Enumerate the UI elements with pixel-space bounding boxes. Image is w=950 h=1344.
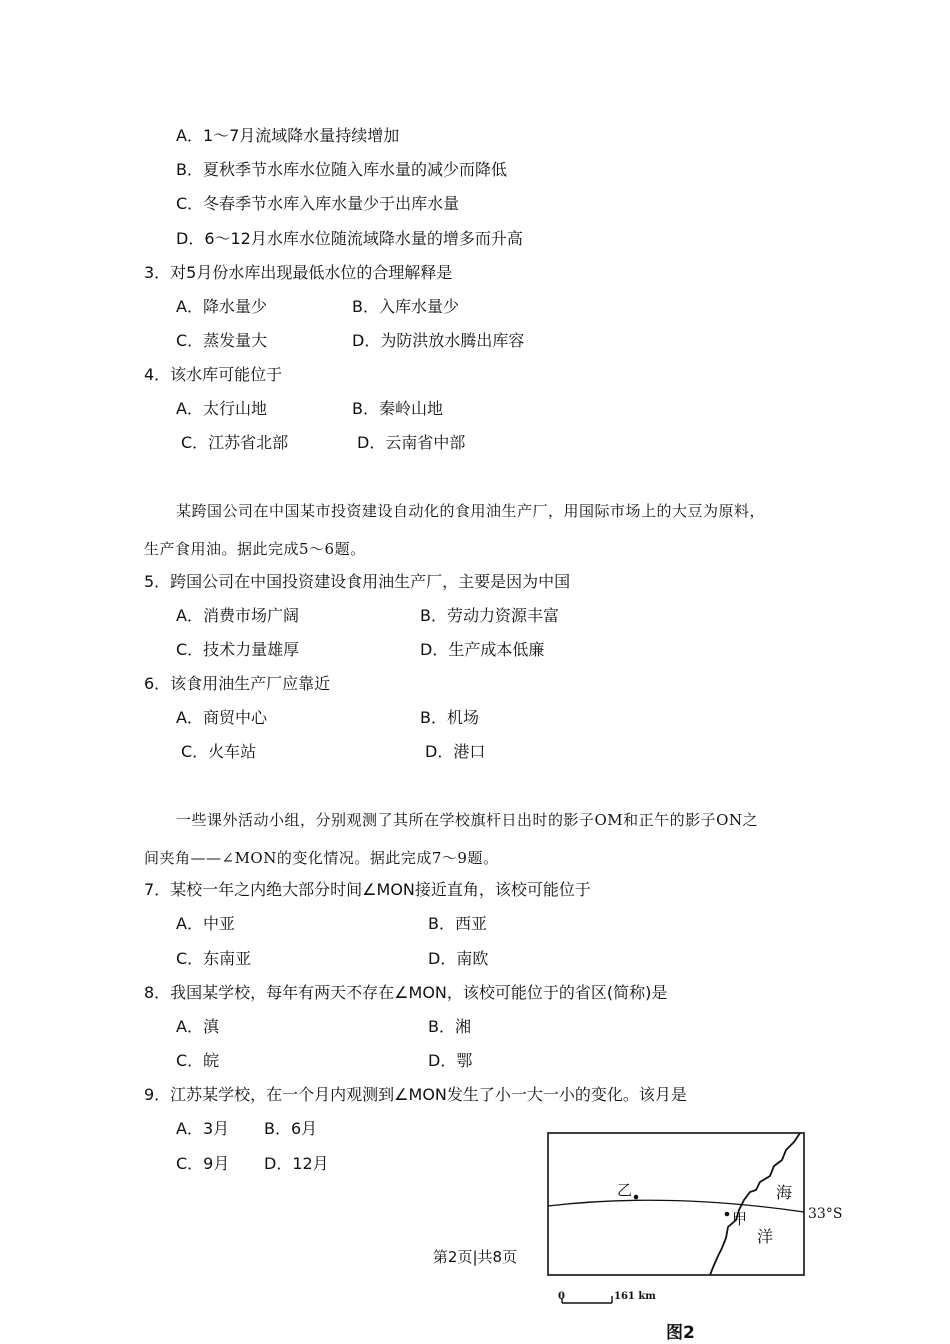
q6-option-a: A．商贸中心	[176, 708, 267, 727]
option-d: D．6～12月水库水位随流域降水量的增多而升高	[176, 229, 523, 248]
q8-option-c: C．皖	[176, 1051, 220, 1070]
q8-option-a: A．滇	[176, 1017, 219, 1036]
q3-option-b: B．入库水量少	[352, 297, 459, 316]
q4-option-d: D．云南省中部	[357, 433, 466, 452]
question-8-stem: 8．我国某学校，每年有两天不存在∠MON，该校可能位于的省区(简称)是	[144, 983, 668, 1002]
q4-option-a: A．太行山地	[176, 399, 267, 418]
scale-distance: 161 km	[614, 1291, 656, 1302]
point-yi-marker	[634, 1195, 639, 1200]
latitude-line	[548, 1200, 804, 1212]
question-7-stem: 7．某校一年之内绝大部分时间∠MON接近直角，该校可能位于	[144, 880, 591, 899]
q5-option-d: D．生产成本低廉	[420, 640, 545, 659]
page-footer: 第2页|共8页	[432, 1248, 518, 1266]
passage-2-line-1: 一些课外活动小组，分别观测了其所在学校旗杆日出时的影子OM和正午的影子ON之	[176, 811, 759, 829]
q5-option-c: C．技术力量雄厚	[176, 640, 300, 659]
figure-caption: 图2	[666, 1323, 695, 1343]
label-jia: 甲	[732, 1210, 748, 1228]
q8-option-d: D．鄂	[428, 1051, 473, 1070]
coastline	[710, 1133, 800, 1275]
map-frame	[548, 1133, 804, 1275]
q4-option-c: C．江苏省北部	[181, 433, 289, 452]
option-a: A．1～7月流域降水量持续增加	[176, 126, 400, 145]
label-yang: 洋	[757, 1227, 774, 1246]
q8-option-b: B．湘	[428, 1017, 471, 1036]
label-yi: 乙	[617, 1181, 633, 1199]
q5-option-b: B．劳动力资源丰富	[420, 606, 559, 625]
passage-1-line-1: 某跨国公司在中国某市投资建设自动化的食用油生产厂，用国际市场上的大豆为原料，	[176, 502, 766, 520]
q3-option-c: C．蒸发量大	[176, 331, 268, 350]
q3-option-a: A．降水量少	[176, 297, 267, 316]
q7-option-b: B．西亚	[428, 914, 487, 933]
passage-1-line-2: 生产食用油。据此完成5～6题。	[144, 540, 366, 558]
question-9-stem: 9．江苏某学校，在一个月内观测到∠MON发生了小一大一小的变化。该月是	[144, 1085, 687, 1104]
option-b: B．夏秋季节水库水位随入库水量的减少而降低	[176, 160, 507, 179]
q7-option-c: C．东南亚	[176, 949, 252, 968]
passage-2-line-2: 间夹角——∠MON的变化情况。据此完成7～9题。	[144, 849, 499, 867]
q7-option-d: D．南欧	[428, 949, 489, 968]
q6-option-d: D．港口	[425, 742, 486, 761]
q9-option-b: B．6月	[264, 1119, 318, 1138]
q6-option-b: B．机场	[420, 708, 479, 727]
q7-option-a: A．中亚	[176, 914, 235, 933]
scale-zero: 0	[558, 1291, 565, 1302]
q3-option-d: D．为防洪放水腾出库容	[352, 331, 525, 350]
question-6-stem: 6．该食用油生产厂应靠近	[144, 674, 331, 693]
option-c: C．冬春季节水库入库水量少于出库水量	[176, 194, 460, 213]
q4-option-b: B．秦岭山地	[352, 399, 443, 418]
q6-option-c: C．火车站	[181, 742, 257, 761]
question-5-stem: 5．跨国公司在中国投资建设食用油生产厂，主要是因为中国	[144, 572, 571, 591]
q9-option-d: D．12月	[264, 1154, 329, 1173]
q9-option-c: C．9月	[176, 1154, 230, 1173]
label-latitude: 33°S	[808, 1206, 843, 1222]
label-hai: 海	[776, 1183, 793, 1202]
question-3-stem: 3．对5月份水库出现最低水位的合理解释是	[144, 263, 453, 282]
q5-option-a: A．消费市场广阔	[176, 606, 299, 625]
q9-option-a: A．3月	[176, 1119, 230, 1138]
point-jia-marker	[725, 1212, 730, 1217]
question-4-stem: 4．该水库可能位于	[144, 365, 283, 384]
figure-2-map	[546, 1130, 850, 1344]
